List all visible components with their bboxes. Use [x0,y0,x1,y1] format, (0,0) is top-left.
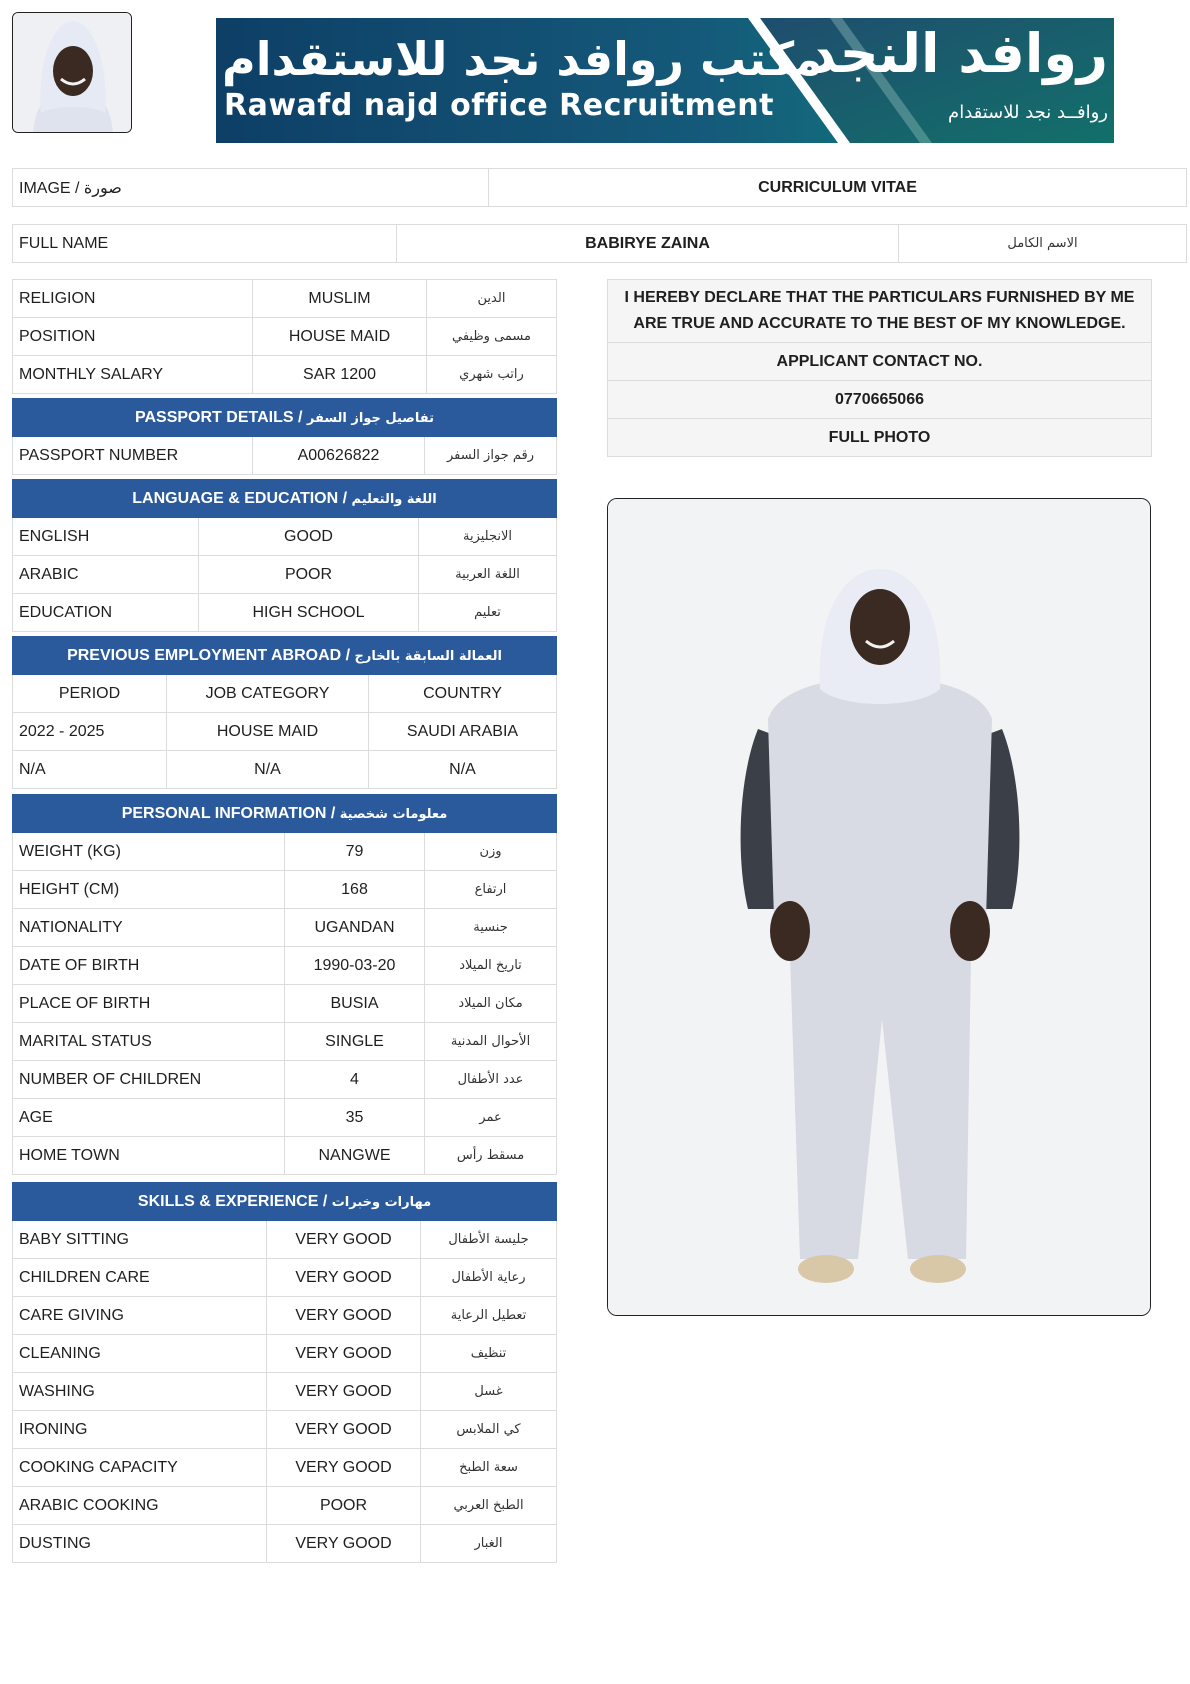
full-name-label-ar: الاسم الكامل [899,225,1187,263]
education-label-ar: تعليم [419,594,557,632]
table-row [13,356,557,394]
declaration-table [607,279,1152,457]
banner-english-title: Rawafd najd office Recruitment [224,88,774,123]
religion-label-ar: الدين [427,280,557,318]
table-row [13,1259,557,1297]
place-of-birth-label-ar: مكان الميلاد [425,985,557,1023]
table-row [13,518,557,556]
skill-label-ar: غسل [421,1373,557,1411]
table-row [13,1335,557,1373]
employment-header-ar: العمالة السابقة بالخارج [354,648,502,664]
height-label-ar: ارتفاع [425,871,557,909]
table-row [13,1099,557,1137]
table-row [13,437,557,475]
table-row [13,556,557,594]
table-row [13,594,557,632]
place-of-birth-value: BUSIA [285,985,425,1023]
language-table [12,479,557,632]
skill-label: WASHING [13,1373,267,1411]
skill-value: VERY GOOD [267,1221,421,1259]
country-cell: SAUDI ARABIA [369,713,557,751]
personal-section-header [13,795,557,833]
skill-value: VERY GOOD [267,1449,421,1487]
place-of-birth-label: PLACE OF BIRTH [13,985,285,1023]
home-town-value: NANGWE [285,1137,425,1175]
full-body-image [608,499,1151,1316]
table-row [13,1487,557,1525]
skill-value: VERY GOOD [267,1335,421,1373]
language-section-header [13,480,557,518]
passport-number-value: A00626822 [253,437,425,475]
table-row [13,1061,557,1099]
skills-table [12,1182,557,1563]
skill-label-ar: الغبار [421,1525,557,1563]
table-row [13,751,557,789]
passport-table [12,398,557,475]
banner-arabic-title: مكتب روافد نجد للاستقدام [222,32,823,86]
table-row [13,1411,557,1449]
nationality-label: NATIONALITY [13,909,285,947]
company-logo: روافد النجد [808,22,1108,85]
table-row [13,1449,557,1487]
full-name-row [12,224,1187,263]
religion-value: MUSLIM [253,280,427,318]
skill-label-ar: تنظيف [421,1335,557,1373]
table-row [13,871,557,909]
company-banner [216,18,1114,143]
period-column-header: PERIOD [13,675,167,713]
english-value: GOOD [199,518,419,556]
children-value: 4 [285,1061,425,1099]
skill-label: COOKING CAPACITY [13,1449,267,1487]
dob-label: DATE OF BIRTH [13,947,285,985]
passport-header-ar: تفاصيل جواز السفر [306,410,434,426]
table-row [13,833,557,871]
height-label: HEIGHT (CM) [13,871,285,909]
cv-title: CURRICULUM VITAE [489,169,1187,207]
skill-label-ar: تعطيل الرعاية [421,1297,557,1335]
declaration-text: I HEREBY DECLARE THAT THE PARTICULARS FURNISHED BY ME ARE TRUE AND ACCURATE TO THE BEST OF MY KNOWLEDGE. [608,280,1152,343]
skill-label: ARABIC COOKING [13,1487,267,1525]
arabic-label: ARABIC [13,556,199,594]
salary-label-ar: راتب شهري [427,356,557,394]
weight-label-ar: وزن [425,833,557,871]
skill-label-ar: الطبخ العربي [421,1487,557,1525]
english-label-ar: الانجليزية [419,518,557,556]
job-category-cell: HOUSE MAID [167,713,369,751]
language-header-en: LANGUAGE & EDUCATION / [132,489,352,507]
job-category-column-header: JOB CATEGORY [167,675,369,713]
skills-header-en: SKILLS & EXPERIENCE / [137,1192,332,1210]
table-row [13,318,557,356]
personal-info-table [12,794,557,1175]
skill-label: CHILDREN CARE [13,1259,267,1297]
table-row [13,909,557,947]
skill-label: BABY SITTING [13,1221,267,1259]
home-town-label: HOME TOWN [13,1137,285,1175]
salary-label: MONTHLY SALARY [13,356,253,394]
job-category-cell: N/A [167,751,369,789]
age-label: AGE [13,1099,285,1137]
marital-status-value: SINGLE [285,1023,425,1061]
nationality-value: UGANDAN [285,909,425,947]
religion-label: RELIGION [13,280,253,318]
position-label: POSITION [13,318,253,356]
age-label-ar: عمر [425,1099,557,1137]
marital-status-label-ar: الأحوال المدنية [425,1023,557,1061]
dob-value: 1990-03-20 [285,947,425,985]
dob-label-ar: تاريخ الميلاد [425,947,557,985]
table-row [13,1137,557,1175]
skill-value: VERY GOOD [267,1297,421,1335]
period-cell: N/A [13,751,167,789]
skills-header-ar: مهارات وخبرات [331,1194,432,1210]
applicant-portrait [12,12,132,133]
skills-section-header [13,1183,557,1221]
height-value: 168 [285,871,425,909]
period-cell: 2022 - 2025 [13,713,167,751]
title-row [12,168,1187,207]
table-row [13,1373,557,1411]
skill-label-ar: سعة الطبخ [421,1449,557,1487]
salary-value: SAR 1200 [253,356,427,394]
skill-label: CARE GIVING [13,1297,267,1335]
age-value: 35 [285,1099,425,1137]
marital-status-label: MARITAL STATUS [13,1023,285,1061]
full-name-label: FULL NAME [13,225,397,263]
portrait-image [13,13,132,133]
image-label: IMAGE / صورة [13,169,489,207]
arabic-label-ar: اللغة العربية [419,556,557,594]
passport-number-label: PASSPORT NUMBER [13,437,253,475]
table-row [13,1297,557,1335]
employment-table [12,636,557,789]
table-row [13,947,557,985]
country-cell: N/A [369,751,557,789]
full-name-value: BABIRYE ZAINA [397,225,899,263]
personal-header-ar: معلومات شخصية [339,806,448,822]
skill-value: VERY GOOD [267,1411,421,1449]
skill-label-ar: جليسة الأطفال [421,1221,557,1259]
employment-section-header [13,637,557,675]
weight-label: WEIGHT (KG) [13,833,285,871]
skill-label: DUSTING [13,1525,267,1563]
contact-label: APPLICANT CONTACT NO. [608,343,1152,381]
arabic-value: POOR [199,556,419,594]
position-label-ar: مسمى وظيفي [427,318,557,356]
skill-value: POOR [267,1487,421,1525]
position-value: HOUSE MAID [253,318,427,356]
full-photo-label: FULL PHOTO [608,419,1152,457]
skill-value: VERY GOOD [267,1525,421,1563]
country-column-header: COUNTRY [369,675,557,713]
skill-value: VERY GOOD [267,1259,421,1297]
skill-label: IRONING [13,1411,267,1449]
table-row [13,713,557,751]
personal-header-en: PERSONAL INFORMATION / [121,804,340,822]
table-row [13,1221,557,1259]
applicant-full-body-photo [607,498,1151,1316]
passport-section-header [13,399,557,437]
basic-info-table [12,279,557,394]
education-label: EDUCATION [13,594,199,632]
table-row [13,1023,557,1061]
table-row [13,985,557,1023]
children-label: NUMBER OF CHILDREN [13,1061,285,1099]
home-town-label-ar: مسقط رأس [425,1137,557,1175]
skill-label-ar: كي الملابس [421,1411,557,1449]
english-label: ENGLISH [13,518,199,556]
skill-value: VERY GOOD [267,1373,421,1411]
skill-label: CLEANING [13,1335,267,1373]
education-value: HIGH SCHOOL [199,594,419,632]
language-header-ar: اللغة والتعليم [351,491,437,507]
employment-header-en: PREVIOUS EMPLOYMENT ABROAD / [67,646,355,664]
weight-value: 79 [285,833,425,871]
contact-number: 0770665066 [608,381,1152,419]
table-row [13,280,557,318]
passport-number-label-ar: رقم جواز السفر [425,437,557,475]
table-row [13,1525,557,1563]
passport-header-en: PASSPORT DETAILS / [135,408,307,426]
table-header-row [13,675,557,713]
nationality-label-ar: جنسية [425,909,557,947]
company-logo-tagline: روافــد نجد للاستقدام [948,102,1108,123]
skill-label-ar: رعاية الأطفال [421,1259,557,1297]
children-label-ar: عدد الأطفال [425,1061,557,1099]
